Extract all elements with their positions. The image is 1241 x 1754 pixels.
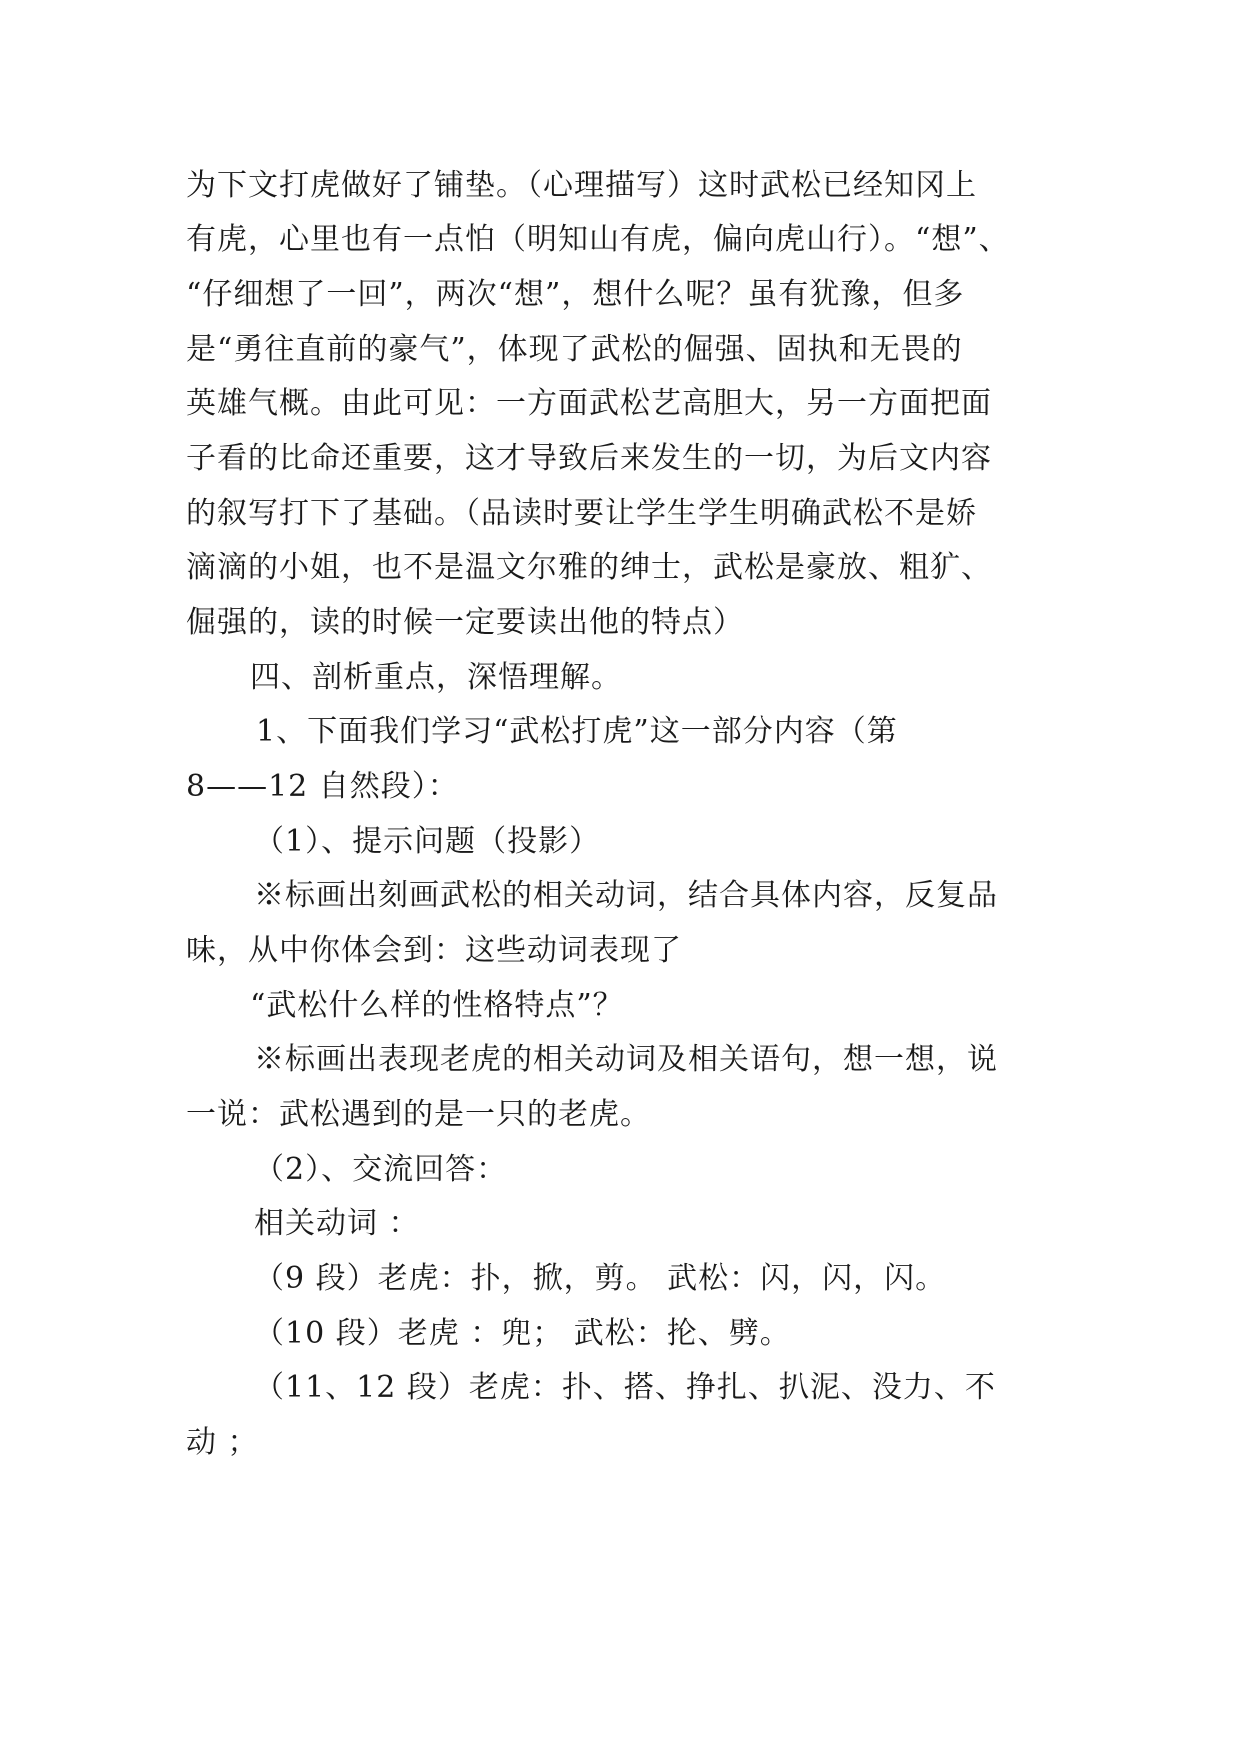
paragraph-line: （9 段）老虎：扑，掀，剪。 武松：闪，闪，闪。 <box>254 1261 947 1296</box>
paragraph-line: 的叙写打下了基础。（品读时要让学生学生明确武松不是娇 <box>186 496 977 531</box>
paragraph-line: 倔强的，读的时候一定要读出他的特点） <box>186 605 744 640</box>
subheading: （1）、提示问题（投影） <box>254 824 601 859</box>
paragraph-line: 英雄气概。由此可见：一方面武松艺高胆大，另一方面把面 <box>186 386 992 421</box>
paragraph-line: 一说：武松遇到的是一只的老虎。 <box>186 1097 651 1132</box>
subheading: （2）、交流回答： <box>254 1152 508 1187</box>
paragraph-line: 相关动词 ： <box>254 1206 420 1241</box>
paragraph-line: 1、下面我们学习“武松打虎”这一部分内容（第 <box>256 714 898 749</box>
paragraph-line: “仔细想了一回”，两次“想”，想什么呢？虽有犹豫，但多 <box>186 277 965 312</box>
paragraph-line: ※标画出表现老虎的相关动词及相关语句，想一想，说 <box>254 1042 998 1077</box>
paragraph-line: 有虎，心里也有一点怕（明知山有虎，偏向虎山行）。“想”、 <box>186 222 1010 257</box>
paragraph-line: 为下文打虎做好了铺垫。（心理描写）这时武松已经知冈上 <box>186 168 977 203</box>
paragraph-line: 8——12 自然段）： <box>186 769 459 804</box>
paragraph-line: 子看的比命还重要，这才导致后来发生的一切，为后文内容 <box>186 441 992 476</box>
paragraph-line: 味，从中你体会到：这些动词表现了 <box>186 933 682 968</box>
paragraph-line: “武松什么样的性格特点”？ <box>250 988 624 1023</box>
section-heading: 四、剖析重点，深悟理解。 <box>250 660 622 695</box>
paragraph-line: 动 ； <box>186 1425 259 1460</box>
paragraph-line: 滴滴的小姐，也不是温文尔雅的绅士，武松是豪放、粗犷、 <box>186 550 992 585</box>
paragraph-line: （10 段）老虎 ：兜； 武松：抡、劈。 <box>254 1316 791 1351</box>
paragraph-line: 是“勇往直前的豪气”，体现了武松的倔强、固执和无畏的 <box>186 332 963 367</box>
paragraph-line: ※标画出刻画武松的相关动词，结合具体内容，反复品 <box>254 878 998 913</box>
paragraph-line: （11、12 段）老虎：扑、搭、挣扎、扒泥、没力、不 <box>254 1370 996 1405</box>
